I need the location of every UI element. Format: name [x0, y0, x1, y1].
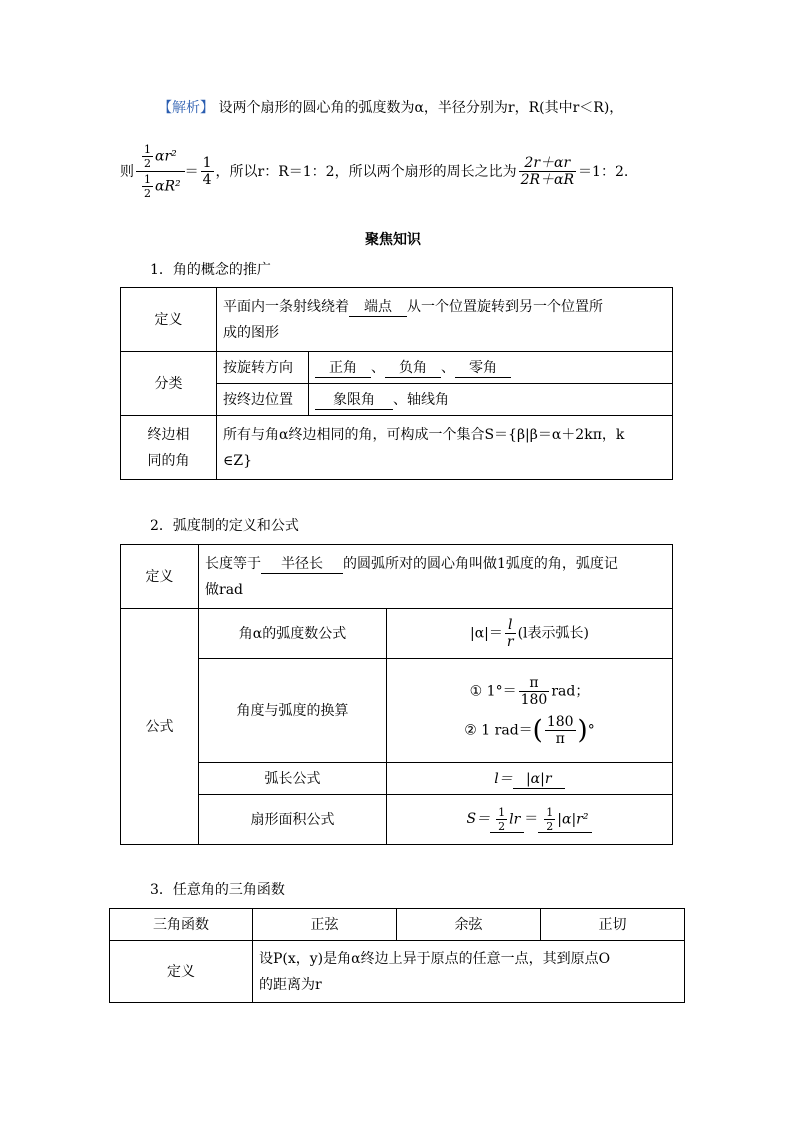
blank-radius: 半径长 — [261, 555, 343, 574]
s3-title: 3．任意角的三角函数 — [150, 882, 285, 898]
sector-area-label: 扇形面积公式 — [199, 795, 387, 845]
radian-measure-formula: |α|＝ $\frac{l}{r}$ (l表示弧长) — [387, 609, 673, 659]
half-fraction: $\frac{1}{2}$ — [144, 142, 151, 170]
header-cosine: 余弦 — [397, 909, 541, 941]
radian-measure-label: 角α的弧度数公式 — [199, 609, 387, 659]
half-fraction: $\frac{1}{2}$ — [144, 172, 151, 200]
position-label: 按终边位置 — [217, 384, 309, 416]
perimeter-fraction: $\frac{2r+\alpha r}{2R+\alpha R}$ — [520, 154, 575, 188]
sector-area-formula: S＝ $\frac{1}{2}$ lr ＝ $\frac{1}{2}$ |α|r² — [387, 795, 673, 845]
arc-length-formula: l＝ |α|r — [387, 763, 673, 795]
section-title: 聚焦知识 — [365, 232, 421, 248]
ze-text: 则 — [120, 164, 134, 180]
quarter-fraction: $\frac{1}{4}$ — [202, 154, 212, 188]
blank-endpoint: 端点 — [349, 298, 407, 317]
radian-table — [120, 544, 673, 845]
s2-title: 2．弧度制的定义和公式 — [150, 518, 299, 534]
header-tangent: 正切 — [541, 909, 685, 941]
trig-table — [109, 908, 685, 1003]
analysis-line2 — [120, 128, 628, 214]
analysis-text: 设两个扇形的圆心角的弧度数为α，半径分别为r，R(其中r＜R)， — [218, 100, 624, 116]
ratio-fraction: $\frac{1}{2}$ αr² $\frac{1}{2}$ αR² — [136, 144, 185, 199]
angle-concept-table — [120, 287, 673, 480]
def-cell: 平面内一条射线绕着 端点 从一个位置旋转到另一个位置所 成的图形 — [217, 288, 673, 352]
conversion-formula: ① 1°＝ $\frac{\pi}{180}$ rad； ② 1 rad＝( $\frac{180}{\pi}$ )° — [387, 659, 673, 763]
s1-title: 1．角的概念的推广 — [150, 262, 271, 278]
trig-def-cell: 设P(x，y)是角α终边上异于原点的任意一点，其到原点O 的距离为r — [253, 941, 685, 1003]
analysis-tag: 【解析】 — [158, 100, 214, 116]
formula-label: 公式 — [121, 609, 199, 845]
conversion-label: 角度与弧度的换算 — [199, 659, 387, 763]
header-trig: 三角函数 — [110, 909, 253, 941]
terminal-cell: 所有与角α终边相同的角，可构成一个集合S＝{β|β＝α＋2kπ，k ∈Z} — [217, 416, 673, 480]
class-label: 分类 — [121, 352, 217, 416]
def-label: 定义 — [121, 288, 217, 352]
direction-values: 正角 、 负角 、 零角 — [309, 352, 673, 384]
analysis-end: ＝1：2. — [578, 164, 629, 180]
rad-def-label: 定义 — [121, 545, 199, 609]
terminal-label: 终边相 同的角 — [121, 416, 217, 480]
arc-length-label: 弧长公式 — [199, 763, 387, 795]
direction-label: 按旋转方向 — [217, 352, 309, 384]
analysis-mid: ，所以r：R＝1：2，所以两个扇形的周长之比为 — [215, 164, 517, 180]
header-sine: 正弦 — [253, 909, 397, 941]
eq-sign: ＝ — [184, 164, 199, 180]
trig-def-label: 定义 — [110, 941, 253, 1003]
rad-def-cell: 长度等于 半径长 的圆弧所对的圆心角叫做1弧度的角，弧度记 做rad — [199, 545, 673, 609]
position-values: 象限角 、轴线角 — [309, 384, 673, 416]
analysis-line1 — [158, 97, 623, 117]
